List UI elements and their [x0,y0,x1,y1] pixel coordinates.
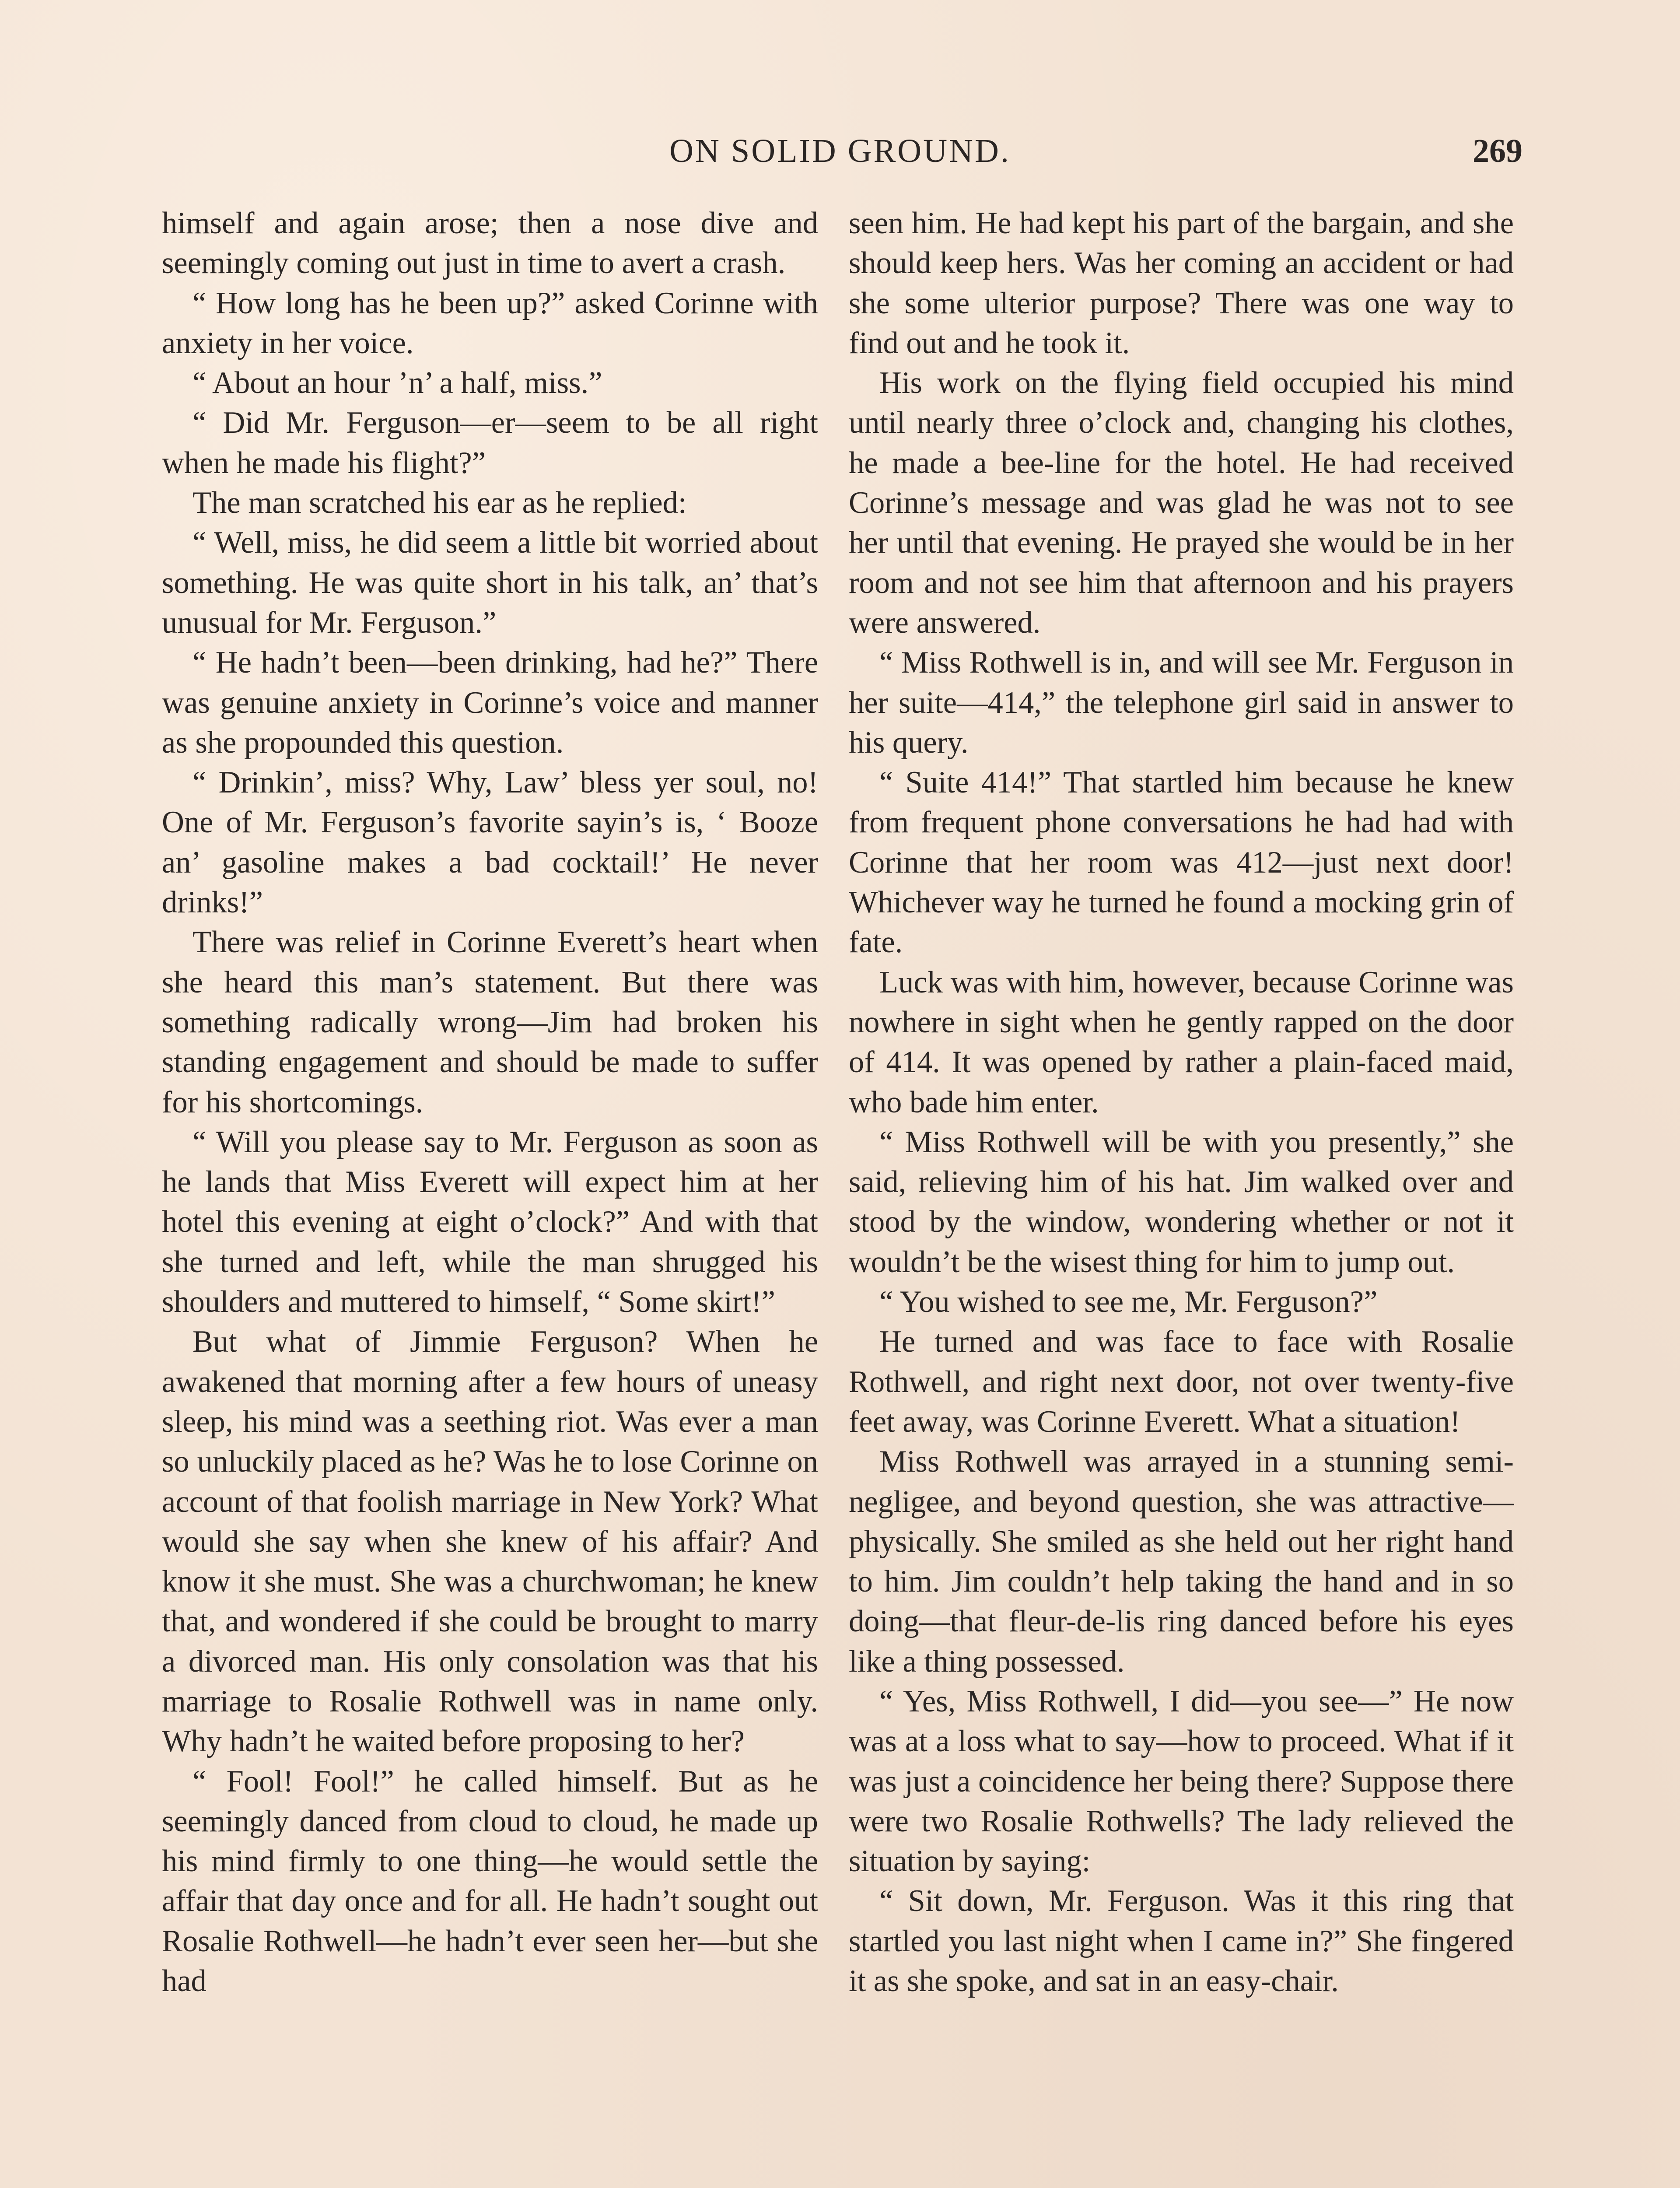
paragraph: “ Miss Rothwell will be with you presently,” she said, relieving him of his hat. Jim walked over and stood by the window, wondering whether or not it wouldn’t be the wisest thing for him to jump out. [849,1125,1514,1279]
paragraph: The man scratched his ear as he replied: [192,486,687,520]
paragraph: But what of Jimmie Ferguson? When he awakened that morning after a few hours of uneasy sleep, his mind was a seething riot. Was ever a man so unluckily placed as he? Was he to lose Corinne on account of that foolish marriage in New York? What would she say when she knew of his affair? And know it she must. She was a churchwoman; he knew that, and wondered if she could be brought to marry a divorced man. His only consolation was that his marriage to Rosalie Rothwell was in name only. Why hadn’t he waited before proposing to her? [162,1325,818,1759]
paragraph: He turned and was face to face with Rosalie Rothwell, and right next door, not over twenty-five feet away, was Corinne Everett. What a situation! [849,1325,1514,1439]
left-column [162,203,818,2001]
paragraph: “ How long has he been up?” asked Corinne with anxiety in her voice. [162,286,818,360]
paragraph: seen him. He had kept his part of the bargain, and she should keep hers. Was her coming an accident or had she some ulterior purpose? There was one way to find out and he took it. [849,206,1514,360]
paragraph: “ He hadn’t been—been drinking, had he?” There was genuine anxiety in Corinne’s voice and manner as she propounded this question. [162,645,818,760]
paragraph: “ Miss Rothwell is in, and will see Mr. Ferguson in her suite—414,” the telephone girl said in answer to his query. [849,645,1514,760]
paragraph: “ Sit down, Mr. Ferguson. Was it this ring that startled you last night when I came in?” She fingered it as she spoke, and sat in an easy-chair. [849,1884,1514,1999]
paragraph: “ Well, miss, he did seem a little bit worried about something. He was quite short in his talk, an’ that’s unusual for Mr. Ferguson.” [162,526,818,640]
running-head: ON SOLID GROUND. [669,133,1011,169]
paragraph: There was relief in Corinne Everett’s heart when she heard this man’s statement. But there was something radically wrong—Jim had broken his standing engagement and should be made to suffer for his shortcomings. [162,925,818,1119]
right-column [849,203,1514,2001]
paragraph: “ Drinkin’, miss? Why, Law’ bless yer soul, no! One of Mr. Ferguson’s favorite sayin’s is, ‘ Booze an’ gasoline makes a bad cocktail!’ He never drinks!” [162,765,818,920]
paragraph: “ Fool! Fool!” he called himself. But as he seemingly danced from cloud to cloud, he made up his mind firmly to one thing—he would settle the affair that day once and for all. He hadn’t sought out Rosalie Rothwell—he hadn’t ever seen her—but she had [162,1764,818,1999]
paragraph: “ You wished to see me, Mr. Ferguson?” [879,1285,1378,1319]
page-header [158,125,1522,177]
paragraph: “ About an hour ’n’ a half, miss.” [192,366,602,400]
paragraph: “ Did Mr. Ferguson—er—seem to be all right when he made his flight?” [162,406,818,480]
paragraph: himself and again arose; then a nose dive and seemingly coming out just in time to avert a crash. [162,206,818,281]
page-number: 269 [1473,133,1522,169]
paragraph: “ Suite 414!” That startled him because he knew from frequent phone conversations he had had with Corinne that her room was 412—just next door! Whichever way he turned he found a mocking grin of fate. [849,765,1514,960]
paragraph: “ Yes, Miss Rothwell, I did—you see—” He now was at a loss what to say—how to proceed. What if it was just a coincidence her being there? Suppose there were two Rosalie Rothwells? The lady relieved the situation by saying: [849,1684,1514,1879]
paragraph: Luck was with him, however, because Corinne was nowhere in sight when he gently rapped on the door of 414. It was opened by rather a plain-faced maid, who bade him enter. [849,965,1514,1119]
paragraph: Miss Rothwell was arrayed in a stunning semi-negligee, and beyond question, she was attractive—physically. She smiled as she held out her right hand to him. Jim couldn’t help taking the hand and in so doing—that fleur-de-lis ring danced before his eyes like a thing possessed. [849,1445,1514,1679]
paragraph: His work on the flying field occupied his mind until nearly three o’clock and, changing his clothes, he made a bee-line for the hotel. He had received Corinne’s message and was glad he was not to see her until that evening. He prayed she would be in her room and not see him that afternoon and his prayers were answered. [849,366,1514,640]
paragraph: “ Will you please say to Mr. Ferguson as soon as he lands that Miss Everett will expect him at her hotel this evening at eight o’clock?” And with that she turned and left, while the man shrugged his shoulders and muttered to himself, “ Some skirt!” [162,1125,818,1319]
